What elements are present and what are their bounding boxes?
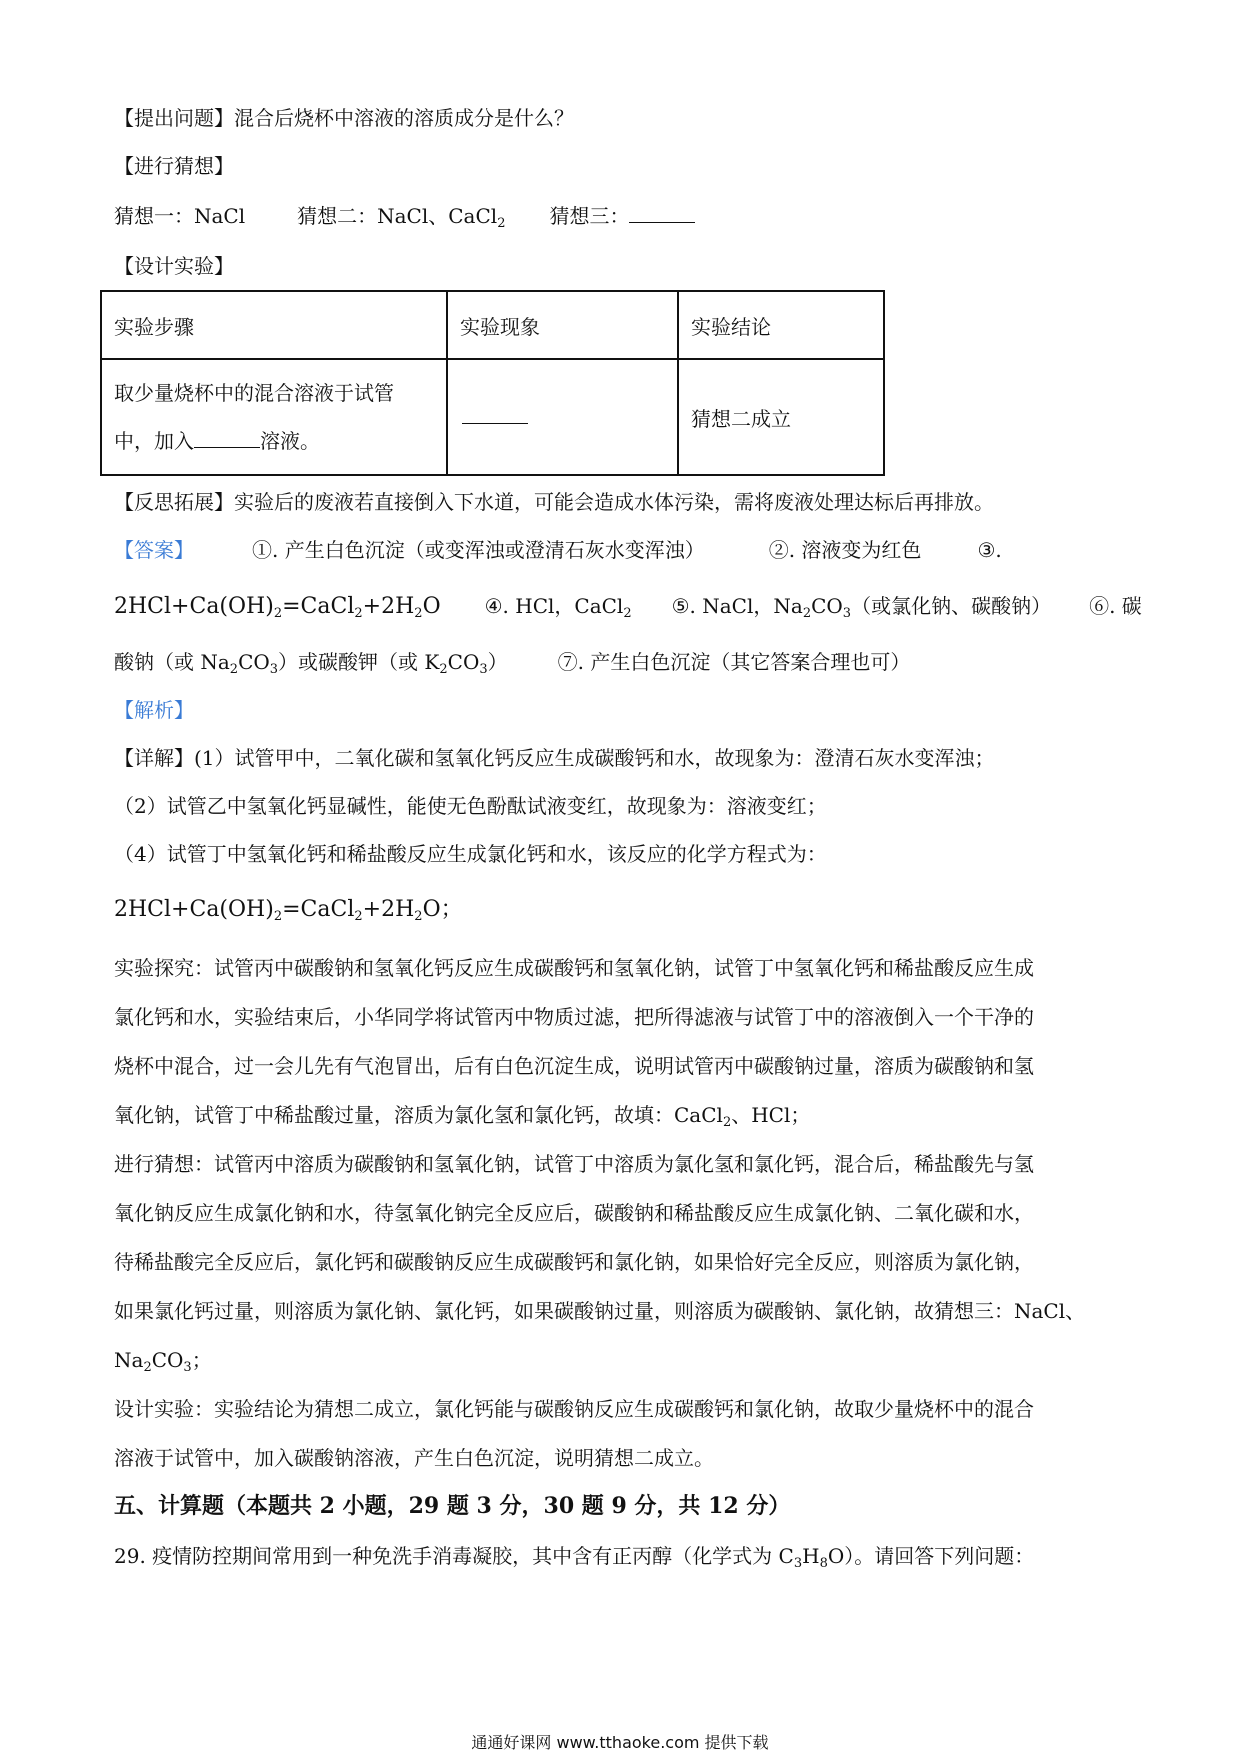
analysis-para-1: 实验探究：试管丙中碳酸钠和氢氧化钙反应生成碳酸钙和氢氧化钠，试管丁中氢氧化钙和稀盐酸反应生成 [114,956,1034,980]
guess-title: 【进行猜想】 [114,154,234,178]
answer-line-2: $2HCl+Ca(OH)_2=CaCl_2+2H_2O$ ④. HCl，CaCl$_2$ ⑤. NaCl，$Na_2CO_3$（或氯化钠、碳酸钠） ⑥. 碳 [114,594,1142,621]
propose-question: 【提出问题】混合后烧杯中溶液的溶质成分是什么？ [114,106,574,130]
answer-blank [629,204,695,223]
table-header-step: 实验步骤 [101,291,447,359]
analysis-para-4: 氧化钠，试管丁中稀盐酸过量，溶质为氯化氢和氯化钙，故填：CaCl$_2$、HCl； [114,1103,811,1130]
answer-blank [462,405,528,424]
analysis-label: 【解析】 [114,698,194,722]
design-title: 【设计实验】 [114,254,234,278]
question-29: 29. 疫情防控期间常用到一种免洗手消毒凝胶，其中含有正丙醇（化学式为 $C_3H_8O$）。请回答下列问题： [114,1544,1035,1571]
equation: $2HCl+Ca(OH)_2=CaCl_2+2H_2O$ [114,594,441,621]
guess-1: 猜想一：NaCl [114,204,246,228]
analysis-para-5: 进行猜想：试管丙中溶质为碳酸钠和氢氧化钠，试管丁中溶质为氯化氢和氯化钙，混合后，稀盐酸先与氢 [114,1152,1034,1176]
table-header-conclusion: 实验结论 [678,291,884,359]
detail-2: （2）试管乙中氢氧化钙显碱性，能使无色酚酞试液变红，故现象为：溶液变红； [114,794,827,818]
analysis-para-9: $Na_2CO_3$； [114,1348,212,1375]
guess-2: 猜想二：NaCl、CaCl$_2$ [297,204,506,231]
analysis-para-7: 待稀盐酸完全反应后，氯化钙和碳酸钠反应生成碳酸钙和氯化钠，如果恰好完全反应，则溶质为氯化钠， [114,1250,1034,1274]
analysis-para-8: 如果氯化钙过量，则溶质为氯化钠、氯化钙，如果碳酸钠过量，则溶质为碳酸钠、氯化钠，故猜想三：NaCl、 [114,1299,1086,1323]
analysis-para-2: 氯化钙和水，实验结束后，小华同学将试管丙中物质过滤，把所得滤液与试管丁中的溶液倒入一个干净的 [114,1005,1034,1029]
answer-label: 【答案】 [114,538,194,562]
table-cell-phenomenon [447,359,678,475]
analysis-para-10: 设计实验：实验结论为猜想二成立，氯化钙能与碳酸钠反应生成碳酸钙和氯化钠，故取少量烧杯中的混合 [114,1397,1034,1421]
page-footer: 通通好课网 www.tthaoke.com 提供下载 [471,1733,769,1752]
section-5-heading: 五、计算题（本题共 2 小题，29 题 3 分，30 题 9 分，共 12 分） [114,1493,791,1519]
experiment-table [100,290,885,476]
analysis-para-3: 烧杯中混合，过一会儿先有气泡冒出，后有白色沉淀生成，说明试管丙中碳酸钠过量，溶质为碳酸钠和氢 [114,1054,1034,1078]
guess-line [114,202,695,230]
analysis-para-11: 溶液于试管中，加入碳酸钠溶液，产生白色沉淀，说明猜想二成立。 [114,1446,714,1470]
reflect-text: 【反思拓展】实验后的废液若直接倒入下水道，可能会造成水体污染，需将废液处理达标后再排放。 [114,490,994,514]
table-cell-conclusion: 猜想二成立 [678,359,884,475]
table-header-phenomenon: 实验现象 [447,291,678,359]
detail-3: （4）试管丁中氢氧化钙和稀盐酸反应生成氯化钙和水，该反应的化学方程式为： [114,842,827,866]
detail-1: 【详解】(1）试管甲中，二氧化碳和氢氧化钙反应生成碳酸钙和水，故现象为：澄清石灰水变浑浊； [114,746,995,770]
answer-blank [194,429,260,448]
answer-line-3: 酸钠（或 $Na_2CO_3$）或碳酸钾（或 $K_2CO_3$） ⑦. 产生白色沉淀（其它答案合理也可） [114,650,911,677]
guess-3: 猜想三： [549,204,630,228]
table-cell-step: 取少量烧杯中的混合溶液于试管 中，加入 溶液。 [101,359,447,475]
detail-equation: $2HCl+Ca(OH)_2=CaCl_2+2H_2O$； [114,897,463,924]
answer-line-1: 【答案】 ①. 产生白色沉淀（或变浑浊或澄清石灰水变浑浊） ②. 溶液变为红色 ③. [114,538,1002,562]
analysis-para-6: 氧化钠反应生成氯化钠和水，待氢氧化钠完全反应后，碳酸钠和稀盐酸反应生成氯化钠、二氧化碳和水， [114,1201,1034,1225]
